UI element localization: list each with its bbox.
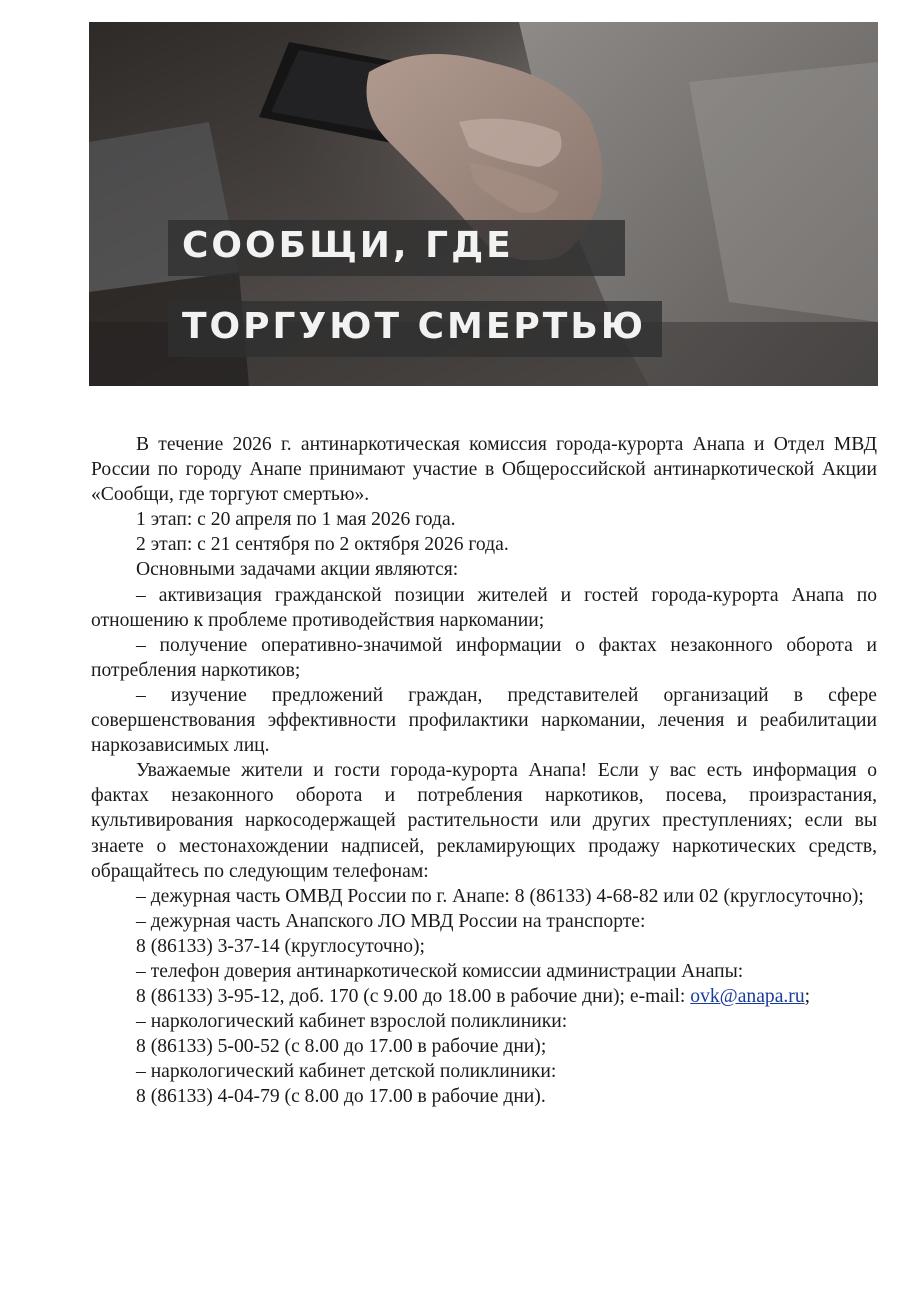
contact-item: – телефон доверия антинаркотической комиссии администрации Анапы: [136, 960, 744, 982]
contact-item: – наркологический кабинет взрослой поликлиники: [136, 1011, 568, 1033]
contact-phone: 8 (86133) 4-04-79 (с 8.00 до 17.00 в рабочие дни). [136, 1086, 546, 1108]
banner-title-line-2: ТОРГУЮТ СМЕРТЬЮ [168, 301, 662, 357]
contact-phone: 8 (86133) 3-37-14 (круглосуточно); [136, 935, 425, 957]
contact-item: – дежурная часть Анапского ЛО МВД России на транспорте: [136, 910, 646, 932]
contact-phone-text: 8 (86133) 3-95-12, доб. 170 (с 9.00 до 18.00 в рабочие дни); e-mail: [136, 986, 691, 1008]
intro-paragraph: В течение 2026 г. антинаркотическая комиссия города-курорта Анапа и Отдел МВД России по городу Анапе принимают участие в Общероссийской антинаркотической Акции «Сообщи, где торгуют смертью». [91, 434, 877, 506]
appeal-paragraph: Уважаемые жители и гости города-курорта Анапа! Если у вас есть информация о фактах незаконного оборота и потребления наркотиков, посева, произрастания, культивирования наркосодержащей растительности или других преступлениях; если вы знаете о местонахождении надписей, рекламирующих продажу наркотических средств, обращайтесь по следующим телефонам: [91, 760, 877, 882]
contact-phone-email [91, 984, 877, 1009]
email-suffix: ; [804, 986, 811, 1008]
task-item: – активизация гражданской позиции жителей и гостей города-курорта Анапа по отношению к проблеме противодействия наркомании; [91, 584, 877, 631]
contact-phone: 8 (86133) 5-00-52 (с 8.00 до 17.00 в рабочие дни); [136, 1036, 547, 1058]
task-item: – изучение предложений граждан, представителей организаций в сфере совершенствования эффективности профилактики наркомании, лечения и реабилитации наркозависимых лиц. [91, 684, 877, 757]
stage-2: 2 этап: с 21 сентября по 2 октября 2026 года. [136, 534, 509, 556]
stage-1: 1 этап: с 20 апреля по 1 мая 2026 года. [136, 509, 456, 531]
document-body [91, 432, 877, 1110]
contact-item: – наркологический кабинет детской поликлиники: [136, 1061, 557, 1083]
email-link[interactable]: ovk@anapa.ru [690, 986, 805, 1008]
banner-image [89, 22, 878, 386]
tasks-heading: Основными задачами акции являются: [136, 559, 459, 581]
contact-item: – дежурная часть ОМВД России по г. Анапе: 8 (86133) 4-68-82 или 02 (круглосуточно); [136, 885, 864, 907]
banner-title-line-1: СООБЩИ, ГДЕ [168, 220, 625, 276]
task-item: – получение оперативно-значимой информации о фактах незаконного оборота и потребления наркотиков; [91, 634, 877, 681]
